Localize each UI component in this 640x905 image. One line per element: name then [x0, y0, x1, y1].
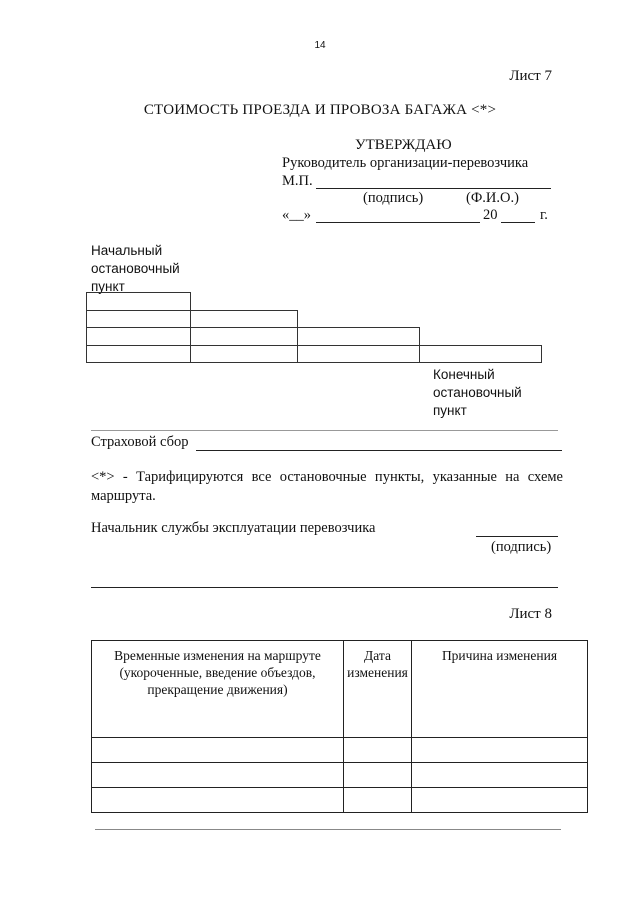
insurance-line [196, 450, 562, 451]
chief-signature-line [476, 536, 558, 537]
table-cell [92, 763, 344, 788]
date-day: «__» [282, 207, 311, 223]
fare-cell [190, 345, 298, 363]
table-cell [344, 788, 412, 813]
sheet-8-label: Лист 8 [509, 606, 552, 622]
separator-line [91, 430, 558, 431]
seal-label: М.П. [282, 173, 313, 189]
fare-cell [86, 292, 191, 311]
footnote: <*> - Тарифицируются все остановочные пункты, указанные на схеме маршрута. [91, 469, 563, 504]
table-cell [92, 738, 344, 763]
fare-cell [86, 310, 191, 328]
table-cell [412, 738, 588, 763]
table-header-row [92, 641, 588, 738]
sheet-7-label: Лист 7 [509, 68, 552, 84]
signature-line [316, 188, 551, 189]
date-year-suffix: г. [540, 207, 548, 223]
table-cell [344, 763, 412, 788]
approve-heading: УТВЕРЖДАЮ [355, 137, 452, 153]
fio-caption: (Ф.И.О.) [466, 190, 519, 206]
insurance-label: Страховой сбор [91, 434, 189, 450]
table-row [92, 738, 588, 763]
column-header: Временные изменения на маршруте (укороченные, введение объездов, прекращение движения) [92, 641, 344, 738]
fare-cell [297, 345, 420, 363]
table-cell [344, 738, 412, 763]
start-point-label: Начальный остановочный пункт [91, 243, 180, 294]
fare-cell [419, 345, 542, 363]
chief-signature-caption: (подпись) [491, 539, 552, 555]
signature-caption: (подпись) [363, 190, 424, 206]
end-point-label: Конечный остановочный пункт [433, 367, 522, 418]
date-month-line [316, 222, 480, 223]
approver-role: Руководитель организации-перевозчика [282, 155, 529, 171]
fare-cell [86, 345, 191, 363]
section-divider [91, 587, 558, 588]
sheet-7-title: СТОИМОСТЬ ПРОЕЗДА И ПРОВОЗА БАГАЖА <*> [143, 102, 497, 118]
column-header: Дата изменения [344, 641, 412, 738]
table-cell [412, 788, 588, 813]
table-cell [412, 763, 588, 788]
fare-cell [86, 327, 191, 346]
date-year-line [501, 222, 535, 223]
table-cell [92, 788, 344, 813]
fare-cell [190, 327, 298, 346]
changes-table [91, 640, 588, 813]
table-row [92, 763, 588, 788]
page-number: 14 [314, 40, 326, 51]
fare-cell [297, 327, 420, 346]
chief-label: Начальник службы эксплуатации перевозчика [91, 520, 376, 536]
date-year-prefix: 20 [483, 207, 498, 223]
bottom-line [95, 829, 561, 830]
column-header: Причина изменения [412, 641, 588, 738]
table-row [92, 788, 588, 813]
fare-cell [190, 310, 298, 328]
